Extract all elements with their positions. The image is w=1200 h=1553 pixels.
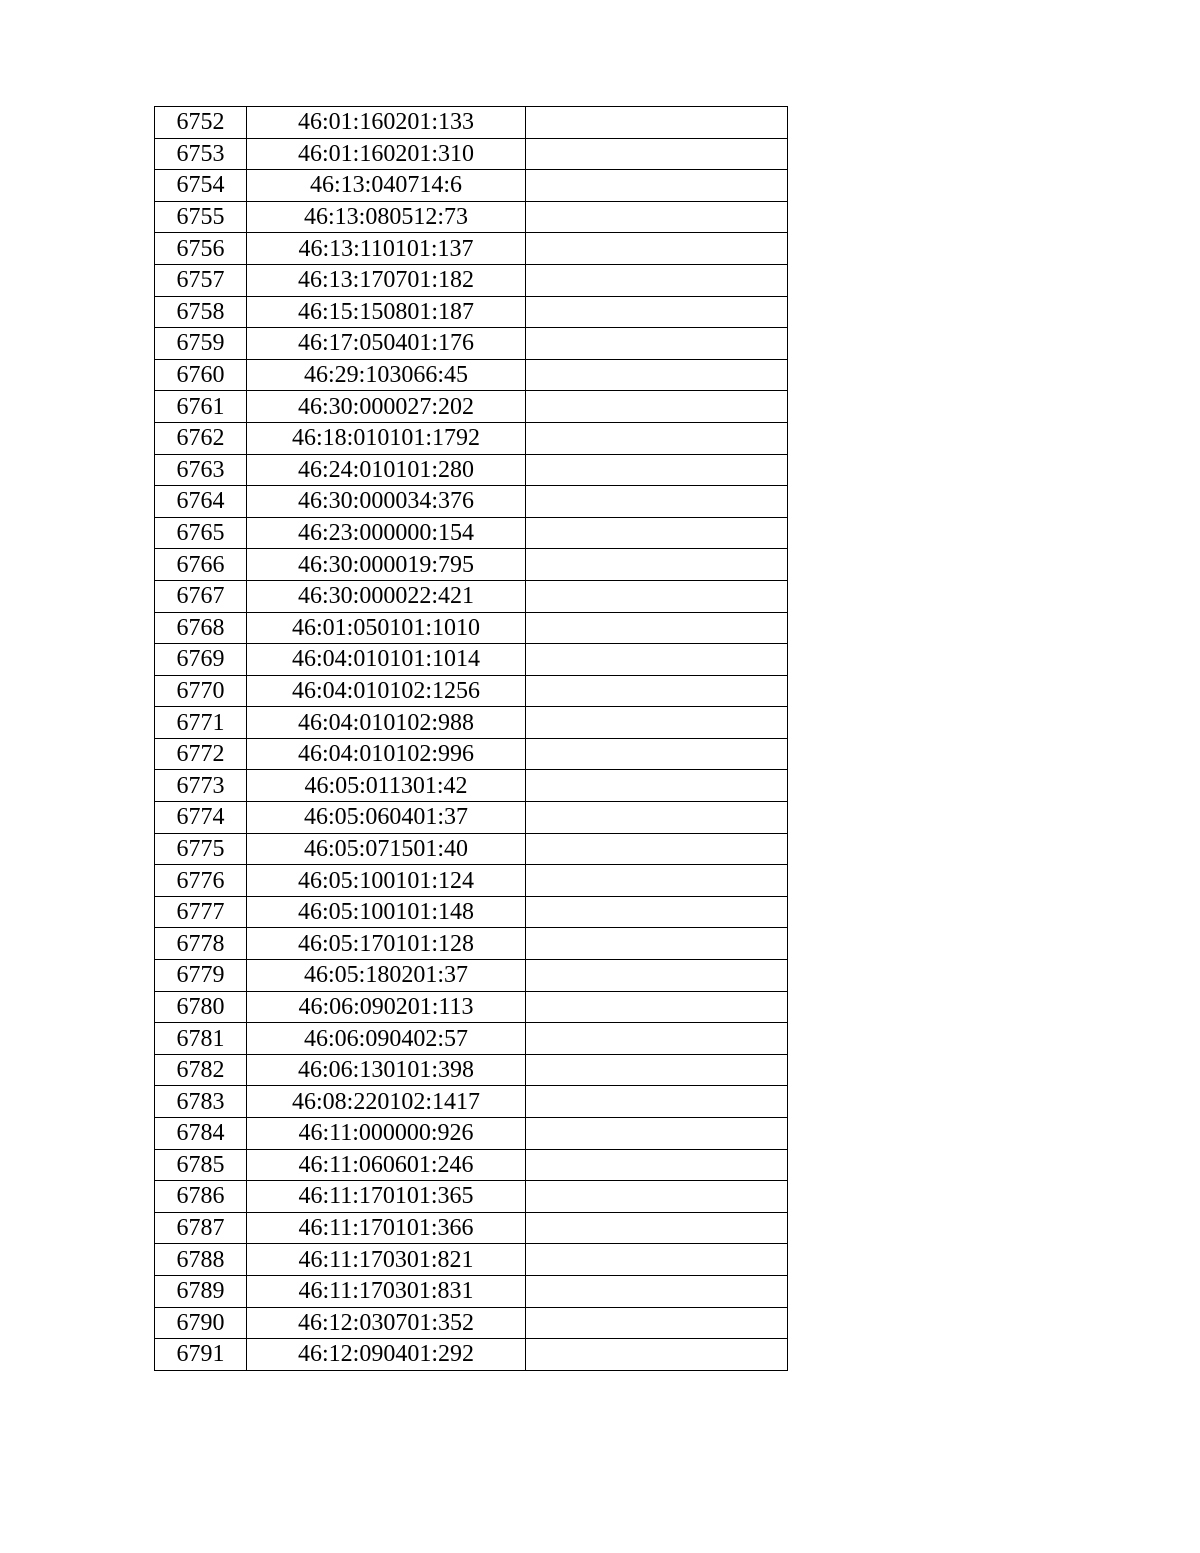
empty-note-cell — [526, 1307, 788, 1339]
cadastral-number-cell: 46:05:100101:124 — [247, 865, 526, 897]
empty-note-cell — [526, 296, 788, 328]
table-row — [155, 201, 788, 233]
empty-note-cell — [526, 896, 788, 928]
table-row — [155, 1307, 788, 1339]
empty-note-cell — [526, 1339, 788, 1371]
row-number-cell: 6780 — [155, 991, 247, 1023]
table-row — [155, 1054, 788, 1086]
row-number-cell: 6772 — [155, 738, 247, 770]
empty-note-cell — [526, 170, 788, 202]
cadastral-number-cell: 46:13:040714:6 — [247, 170, 526, 202]
empty-note-cell — [526, 960, 788, 992]
table-row — [155, 391, 788, 423]
cadastral-number-cell: 46:06:130101:398 — [247, 1054, 526, 1086]
cadastral-number-cell: 46:06:090402:57 — [247, 1023, 526, 1055]
table-row — [155, 991, 788, 1023]
table-row — [155, 1086, 788, 1118]
cadastral-number-cell: 46:17:050401:176 — [247, 328, 526, 360]
table-row — [155, 454, 788, 486]
empty-note-cell — [526, 833, 788, 865]
cadastral-number-cell: 46:11:170301:821 — [247, 1244, 526, 1276]
table-body — [155, 107, 788, 1371]
cadastral-number-cell: 46:30:000027:202 — [247, 391, 526, 423]
cadastral-number-cell: 46:11:170101:365 — [247, 1181, 526, 1213]
row-number-cell: 6759 — [155, 328, 247, 360]
cadastral-number-cell: 46:13:080512:73 — [247, 201, 526, 233]
row-number-cell: 6791 — [155, 1339, 247, 1371]
cadastral-number-cell: 46:05:071501:40 — [247, 833, 526, 865]
row-number-cell: 6760 — [155, 359, 247, 391]
row-number-cell: 6764 — [155, 486, 247, 518]
empty-note-cell — [526, 1149, 788, 1181]
cadastral-number-cell: 46:30:000022:421 — [247, 580, 526, 612]
cadastral-number-cell: 46:04:010102:996 — [247, 738, 526, 770]
cadastral-number-cell: 46:30:000034:376 — [247, 486, 526, 518]
empty-note-cell — [526, 738, 788, 770]
table-row — [155, 1181, 788, 1213]
row-number-cell: 6790 — [155, 1307, 247, 1339]
empty-note-cell — [526, 486, 788, 518]
row-number-cell: 6758 — [155, 296, 247, 328]
cadastral-number-cell: 46:01:160201:133 — [247, 107, 526, 139]
empty-note-cell — [526, 517, 788, 549]
cadastral-number-cell: 46:05:170101:128 — [247, 928, 526, 960]
cadastral-number-cell: 46:23:000000:154 — [247, 517, 526, 549]
table-row — [155, 675, 788, 707]
row-number-cell: 6779 — [155, 960, 247, 992]
row-number-cell: 6757 — [155, 264, 247, 296]
table-row — [155, 296, 788, 328]
table-row — [155, 359, 788, 391]
empty-note-cell — [526, 107, 788, 139]
cadastral-number-cell: 46:04:010101:1014 — [247, 644, 526, 676]
row-number-cell: 6768 — [155, 612, 247, 644]
row-number-cell: 6755 — [155, 201, 247, 233]
cadastral-number-cell: 46:08:220102:1417 — [247, 1086, 526, 1118]
table-row — [155, 896, 788, 928]
row-number-cell: 6766 — [155, 549, 247, 581]
table-row — [155, 1244, 788, 1276]
empty-note-cell — [526, 1244, 788, 1276]
cadastral-number-cell: 46:04:010102:988 — [247, 707, 526, 739]
empty-note-cell — [526, 359, 788, 391]
cadastral-number-cell: 46:29:103066:45 — [247, 359, 526, 391]
cadastral-number-cell: 46:05:100101:148 — [247, 896, 526, 928]
empty-note-cell — [526, 1275, 788, 1307]
cadastral-number-cell: 46:24:010101:280 — [247, 454, 526, 486]
row-number-cell: 6752 — [155, 107, 247, 139]
table-row — [155, 644, 788, 676]
cadastral-number-cell: 46:15:150801:187 — [247, 296, 526, 328]
empty-note-cell — [526, 138, 788, 170]
table-row — [155, 1149, 788, 1181]
row-number-cell: 6774 — [155, 802, 247, 834]
row-number-cell: 6785 — [155, 1149, 247, 1181]
table-row — [155, 1023, 788, 1055]
row-number-cell: 6762 — [155, 422, 247, 454]
row-number-cell: 6776 — [155, 865, 247, 897]
empty-note-cell — [526, 1118, 788, 1150]
table-row — [155, 865, 788, 897]
table-row — [155, 107, 788, 139]
table-row — [155, 138, 788, 170]
empty-note-cell — [526, 1212, 788, 1244]
empty-note-cell — [526, 391, 788, 423]
row-number-cell: 6753 — [155, 138, 247, 170]
cadastral-number-cell: 46:05:180201:37 — [247, 960, 526, 992]
table-row — [155, 422, 788, 454]
row-number-cell: 6770 — [155, 675, 247, 707]
table-row — [155, 1118, 788, 1150]
cadastral-number-cell: 46:12:090401:292 — [247, 1339, 526, 1371]
row-number-cell: 6782 — [155, 1054, 247, 1086]
row-number-cell: 6784 — [155, 1118, 247, 1150]
empty-note-cell — [526, 644, 788, 676]
row-number-cell: 6756 — [155, 233, 247, 265]
table-row — [155, 170, 788, 202]
table-row — [155, 1275, 788, 1307]
row-number-cell: 6769 — [155, 644, 247, 676]
row-number-cell: 6778 — [155, 928, 247, 960]
table-row — [155, 1212, 788, 1244]
empty-note-cell — [526, 549, 788, 581]
cadastral-number-cell: 46:12:030701:352 — [247, 1307, 526, 1339]
cadastral-number-cell: 46:06:090201:113 — [247, 991, 526, 1023]
empty-note-cell — [526, 802, 788, 834]
row-number-cell: 6777 — [155, 896, 247, 928]
cadastral-table — [154, 106, 788, 1371]
cadastral-number-cell: 46:04:010102:1256 — [247, 675, 526, 707]
empty-note-cell — [526, 422, 788, 454]
row-number-cell: 6767 — [155, 580, 247, 612]
cadastral-number-cell: 46:11:000000:926 — [247, 1118, 526, 1150]
empty-note-cell — [526, 707, 788, 739]
row-number-cell: 6771 — [155, 707, 247, 739]
row-number-cell: 6773 — [155, 770, 247, 802]
row-number-cell: 6781 — [155, 1023, 247, 1055]
row-number-cell: 6788 — [155, 1244, 247, 1276]
row-number-cell: 6763 — [155, 454, 247, 486]
empty-note-cell — [526, 1086, 788, 1118]
cadastral-number-cell: 46:11:170301:831 — [247, 1275, 526, 1307]
row-number-cell: 6789 — [155, 1275, 247, 1307]
empty-note-cell — [526, 264, 788, 296]
table-row — [155, 328, 788, 360]
cadastral-number-cell: 46:13:110101:137 — [247, 233, 526, 265]
row-number-cell: 6765 — [155, 517, 247, 549]
empty-note-cell — [526, 612, 788, 644]
table-row — [155, 1339, 788, 1371]
empty-note-cell — [526, 233, 788, 265]
empty-note-cell — [526, 928, 788, 960]
cadastral-number-cell: 46:05:060401:37 — [247, 802, 526, 834]
empty-note-cell — [526, 991, 788, 1023]
empty-note-cell — [526, 1054, 788, 1086]
empty-note-cell — [526, 328, 788, 360]
empty-note-cell — [526, 675, 788, 707]
cadastral-number-cell: 46:05:011301:42 — [247, 770, 526, 802]
row-number-cell: 6761 — [155, 391, 247, 423]
table-row — [155, 233, 788, 265]
row-number-cell: 6754 — [155, 170, 247, 202]
table-row — [155, 707, 788, 739]
table-row — [155, 549, 788, 581]
cadastral-number-cell: 46:01:160201:310 — [247, 138, 526, 170]
row-number-cell: 6787 — [155, 1212, 247, 1244]
table-row — [155, 738, 788, 770]
empty-note-cell — [526, 580, 788, 612]
empty-note-cell — [526, 201, 788, 233]
cadastral-number-cell: 46:18:010101:1792 — [247, 422, 526, 454]
row-number-cell: 6786 — [155, 1181, 247, 1213]
empty-note-cell — [526, 1023, 788, 1055]
empty-note-cell — [526, 454, 788, 486]
table-row — [155, 517, 788, 549]
empty-note-cell — [526, 770, 788, 802]
table-row — [155, 802, 788, 834]
row-number-cell: 6783 — [155, 1086, 247, 1118]
table-row — [155, 928, 788, 960]
cadastral-number-cell: 46:01:050101:1010 — [247, 612, 526, 644]
empty-note-cell — [526, 865, 788, 897]
row-number-cell: 6775 — [155, 833, 247, 865]
table-row — [155, 833, 788, 865]
empty-note-cell — [526, 1181, 788, 1213]
table-row — [155, 612, 788, 644]
table-row — [155, 960, 788, 992]
cadastral-number-cell: 46:13:170701:182 — [247, 264, 526, 296]
table-row — [155, 770, 788, 802]
cadastral-number-cell: 46:11:060601:246 — [247, 1149, 526, 1181]
cadastral-number-cell: 46:30:000019:795 — [247, 549, 526, 581]
table-row — [155, 580, 788, 612]
table-row — [155, 264, 788, 296]
table-row — [155, 486, 788, 518]
cadastral-number-cell: 46:11:170101:366 — [247, 1212, 526, 1244]
